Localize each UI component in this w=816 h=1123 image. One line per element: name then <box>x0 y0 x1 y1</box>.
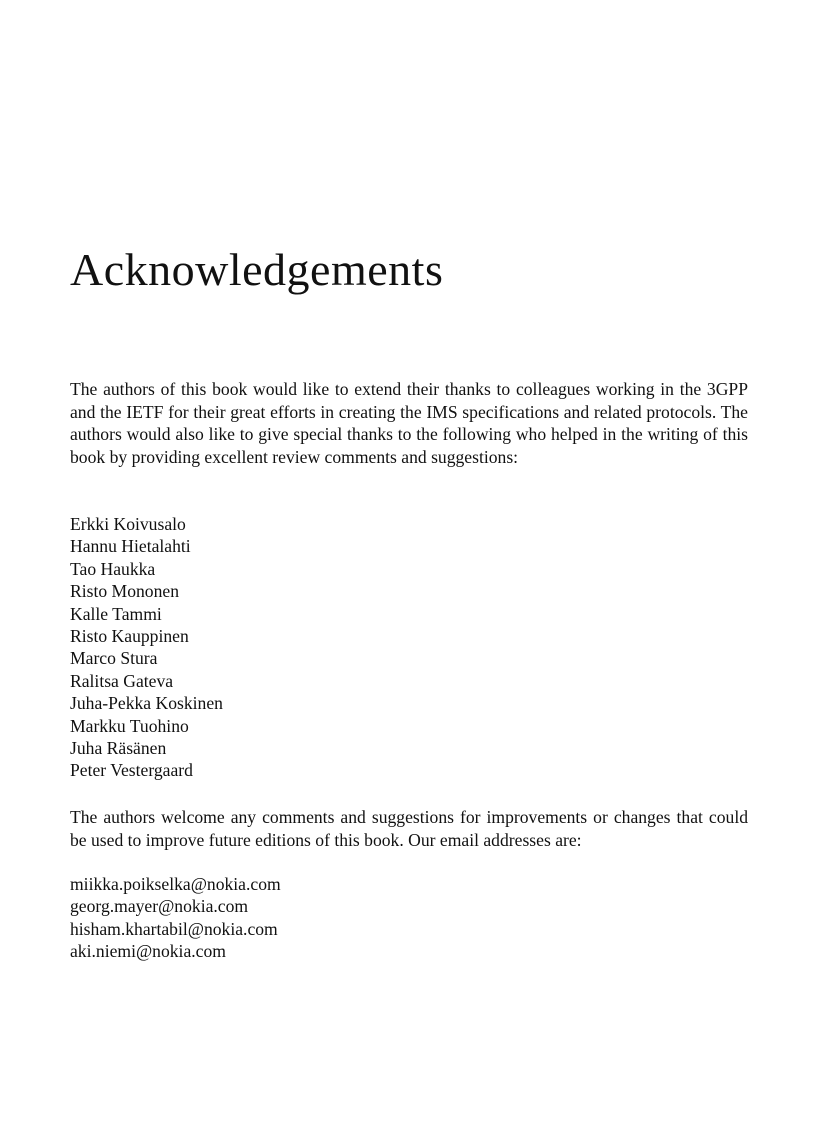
closing-paragraph: The authors welcome any comments and suggestions for improvements or changes that could be used to improve future editions of this book. Our email addresses are: <box>70 807 748 850</box>
reviewer-name: Hannu Hietalahti <box>70 536 191 557</box>
reviewer-name: Ralitsa Gateva <box>70 670 174 691</box>
reviewer-name: Juha-Pekka Koskinen <box>70 693 223 714</box>
reviewer-name: Juha Räsänen <box>70 738 167 759</box>
email-address: aki.niemi@nokia.com <box>70 941 226 962</box>
email-address: hisham.khartabil@nokia.com <box>70 918 278 939</box>
reviewer-name: Risto Mononen <box>70 581 179 602</box>
reviewer-name: Marco Stura <box>70 648 158 669</box>
email-list <box>70 873 281 963</box>
email-address: georg.mayer@nokia.com <box>70 896 249 917</box>
reviewer-name: Tao Haukka <box>70 558 156 579</box>
email-address: miikka.poikselka@nokia.com <box>70 874 281 894</box>
reviewer-name: Erkki Koivusalo <box>70 514 186 534</box>
reviewer-list <box>70 513 223 782</box>
reviewer-name: Peter Vestergaard <box>70 760 193 781</box>
reviewer-name: Markku Tuohino <box>70 715 189 736</box>
page-title: Acknowledgements <box>70 244 444 295</box>
intro-paragraph: The authors of this book would like to extend their thanks to colleagues working in the 3GPP and the IETF for their great efforts in creating the IMS specifications and related protocols. The authors would also like to give special thanks to the following who helped in the writing of this book by providing excellent review comments and suggestions: <box>70 379 748 467</box>
reviewer-name: Risto Kauppinen <box>70 626 189 647</box>
reviewer-name: Kalle Tammi <box>70 603 162 624</box>
